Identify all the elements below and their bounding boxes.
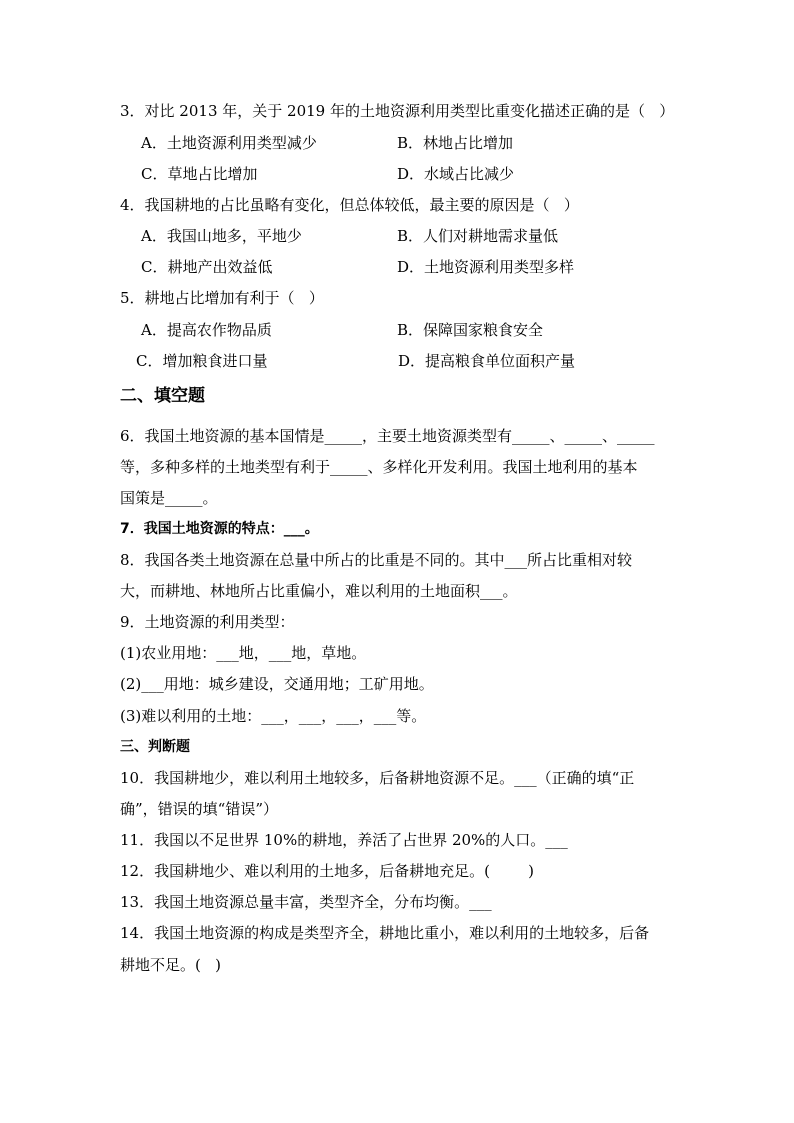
question-6-line-2: 等，多种多样的土地类型有利于_____、多样化开发利用。我国土地利用的基本 [120, 458, 638, 476]
question-14-line-1: 14．我国土地资源的构成是类型齐全，耕地比重小，难以利用的土地较多，后备 [120, 924, 650, 942]
question-5-stem: 5．耕地占比增加有利于（ ） [120, 289, 324, 307]
question-4-option-a: A．我国山地多，平地少 [141, 227, 302, 245]
question-5-option-a: A．提高农作物品质 [141, 321, 272, 339]
question-3-option-a: A．土地资源利用类型减少 [141, 134, 317, 152]
question-4-stem: 4．我国耕地的占比虽略有变化，但总体较低，最主要的原因是（ ） [120, 196, 579, 214]
question-14-line-2: 耕地不足。( ) [120, 956, 222, 974]
question-8-line-1: 8．我国各类土地资源在总量中所占的比重是不同的。其中___所占比重相对较 [120, 551, 633, 569]
question-9-item-3: (3)难以利用的土地：___，___，___，___等。 [120, 707, 427, 725]
section-judge-heading: 三、判断题 [120, 739, 190, 755]
question-8-line-2: 大，而耕地、林地所占比重偏小，难以利用的土地面积___。 [120, 582, 518, 600]
question-11: 11．我国以不足世界 10%的耕地，养活了占世界 20%的人口。___ [120, 831, 568, 849]
question-4-option-d: D．土地资源利用类型多样 [397, 258, 575, 276]
question-6-line-3: 国策是_____。 [120, 489, 218, 507]
question-3-stem: 3．对比 2013 年，关于 2019 年的土地资源利用类型比重变化描述正确的是（ ） [120, 102, 675, 120]
question-5-option-c: C．增加粮食进口量 [136, 352, 268, 370]
question-3-option-c: C．草地占比增加 [141, 165, 258, 183]
question-9: 9．土地资源的利用类型： [120, 613, 295, 631]
question-9-item-2: (2)___用地：城乡建设，交通用地；工矿用地。 [120, 675, 434, 693]
question-12: 12．我国耕地少、难以利用的土地多，后备耕地充足。( ) [120, 862, 534, 880]
question-13: 13．我国土地资源总量丰富，类型齐全，分布均衡。___ [120, 893, 492, 911]
question-5-option-d: D．提高粮食单位面积产量 [398, 352, 576, 370]
question-7: 7．我国土地资源的特点：___。 [120, 521, 319, 537]
question-10-line-1: 10．我国耕地少，难以利用土地较多，后备耕地资源不足。___（正确的填“正 [120, 769, 635, 787]
question-3-option-d: D．水域占比减少 [397, 165, 515, 183]
question-4-option-b: B．人们对耕地需求量低 [397, 227, 559, 245]
question-9-item-1: (1)农业用地：___地，___地，草地。 [120, 644, 367, 662]
question-5-option-b: B．保障国家粮食安全 [397, 321, 544, 339]
question-3-option-b: B．林地占比增加 [397, 134, 514, 152]
question-10-line-2: 确”，错误的填“错误”） [120, 800, 279, 818]
question-4-option-c: C．耕地产出效益低 [141, 258, 273, 276]
question-6-line-1: 6．我国土地资源的基本国情是_____，主要土地资源类型有_____、_____、_____ [120, 427, 655, 445]
section-fill-heading: 二、填空题 [120, 386, 205, 406]
